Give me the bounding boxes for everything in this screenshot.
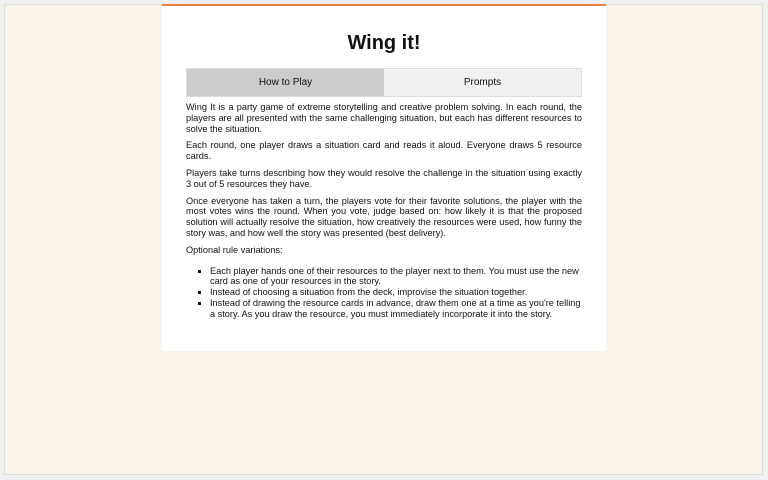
list-item: ▪ Instead of choosing a situation from the deck, improvise the situation together. — [210, 287, 582, 298]
main-card — [162, 4, 606, 351]
list-item: ▪ Instead of drawing the resource cards in advance, draw them one at a time as you're telling a story. As you draw the resource, you must immediately incorporate it into the story. — [210, 298, 582, 320]
tab-bar — [186, 68, 582, 97]
variations-heading: Optional rule variations: — [186, 244, 283, 255]
variations-list — [186, 266, 582, 320]
page-title: Wing it! — [347, 32, 421, 54]
list-item: ▪ Each player hands one of their resources to the player next to them. You must use the new card as one of your resources in the story. — [210, 266, 582, 288]
paragraph-voting: Once everyone has taken a turn, the players vote for their favorite solutions, the player with the most votes wins the round. When you vote, judge based on: how likely it is that the proposed solution will actually resolve the situation, how creatively the resources were used, how funny the story was, and how well the story was presented (best delivery). — [186, 195, 582, 238]
how-to-play-content — [186, 102, 582, 320]
paragraph-turns: Players take turns describing how they would resolve the challenge in the situation using exactly 3 out of 5 resources they have. — [186, 167, 582, 189]
tab-how-to-play[interactable]: How to Play — [187, 69, 384, 96]
paragraph-intro: Wing It is a party game of extreme storytelling and creative problem solving. In each round, the players are all presented with the same challenging situation, but each has different resources to solve the situation. — [186, 102, 582, 134]
tab-prompts[interactable]: Prompts — [384, 69, 581, 96]
paragraph-round: Each round, one player draws a situation card and reads it aloud. Everyone draws 5 resource cards. — [186, 140, 582, 162]
